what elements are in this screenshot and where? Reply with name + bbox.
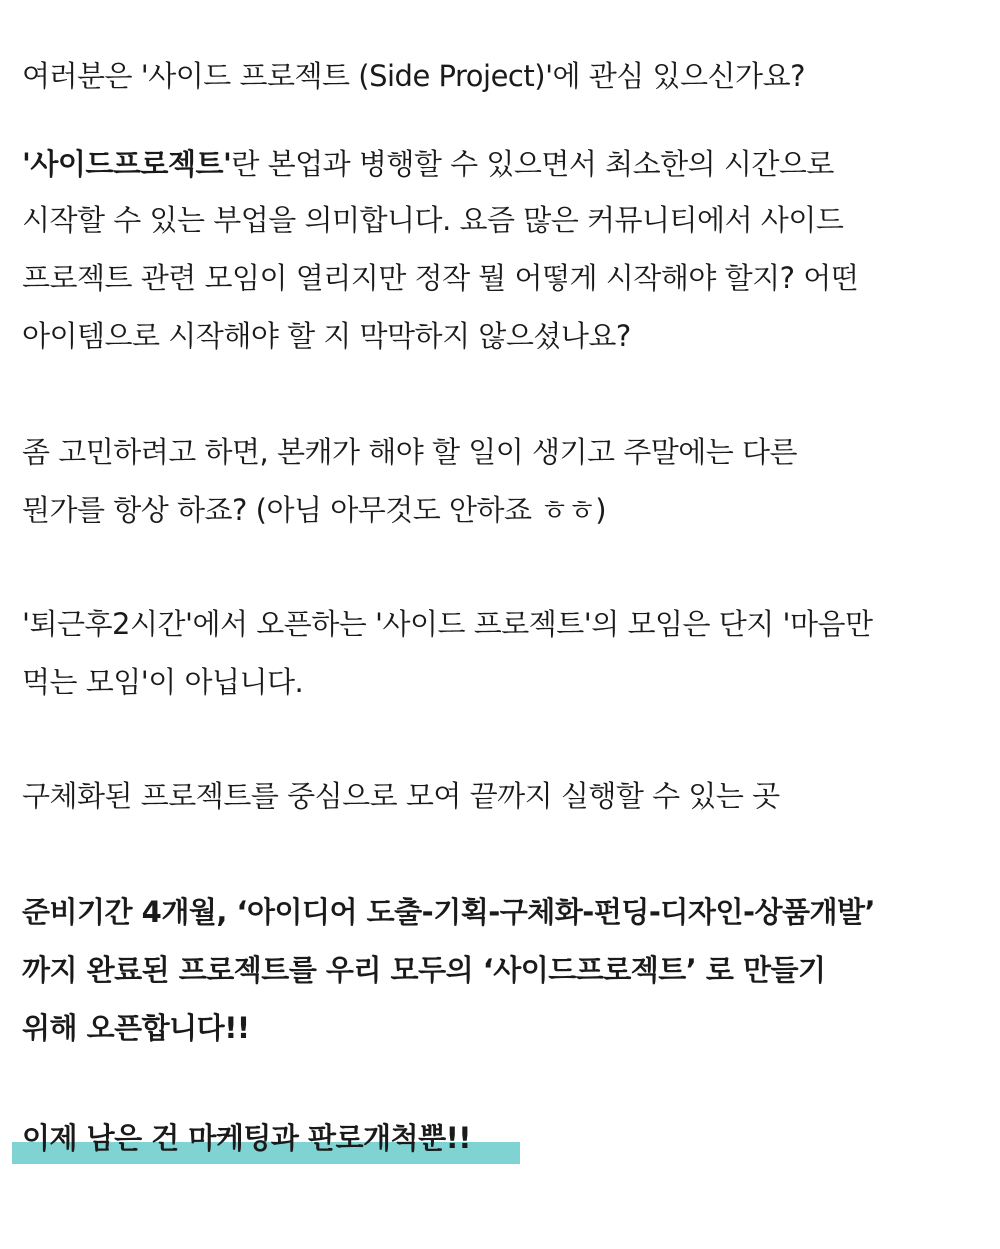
definition-line-1 [22,144,834,184]
preparation-line-1: 준비기간 4개월, ‘아이디어 도출-기획-구체화-펀딩-디자인-상품개발’ [22,895,876,929]
situation-line-1: 좀 고민하려고 하면, 본캐가 해야 할 일이 생기고 주말에는 다른 [22,435,798,469]
offer-line-2: 먹는 모임'이 아닙니다. [22,665,304,699]
closing-highlight [12,1118,472,1158]
place-line: 구체화된 프로젝트를 중심으로 모여 끝까지 실행할 수 있는 곳 [22,779,780,813]
definition-line-2: 시작할 수 있는 부업을 의미합니다. 요즘 많은 커뮤니티에서 사이드 [22,203,844,237]
closing-text: 이제 남은 건 마케팅과 판로개척뿐!! [22,1121,472,1155]
preparation-line-3: 위해 오픈합니다!! [22,1011,250,1045]
offer-line-1: '퇴근후2시간'에서 오픈하는 '사이드 프로젝트'의 모임은 단지 '마음만 [22,607,873,641]
preparation-line-2: 까지 완료된 프로젝트를 우리 모두의 ‘사이드프로젝트’ 로 만들기 [22,953,826,987]
definition-line-4: 아이템으로 시작해야 할 지 막막하지 않으셨나요? [22,319,631,353]
definition-line-1-rest: 란 본업과 병행할 수 있으면서 최소한의 시간으로 [231,147,834,181]
situation-line-2: 뭔가를 항상 하죠? (아님 아무것도 안하죠 ㅎㅎ) [22,493,607,527]
definition-term: '사이드프로젝트' [22,147,232,181]
intro-question: 여러분은 '사이드 프로젝트 (Side Project)'에 관심 있으신가요? [22,59,805,93]
definition-line-3: 프로젝트 관련 모임이 열리지만 정작 뭘 어떻게 시작해야 할지? 어떤 [22,261,859,295]
